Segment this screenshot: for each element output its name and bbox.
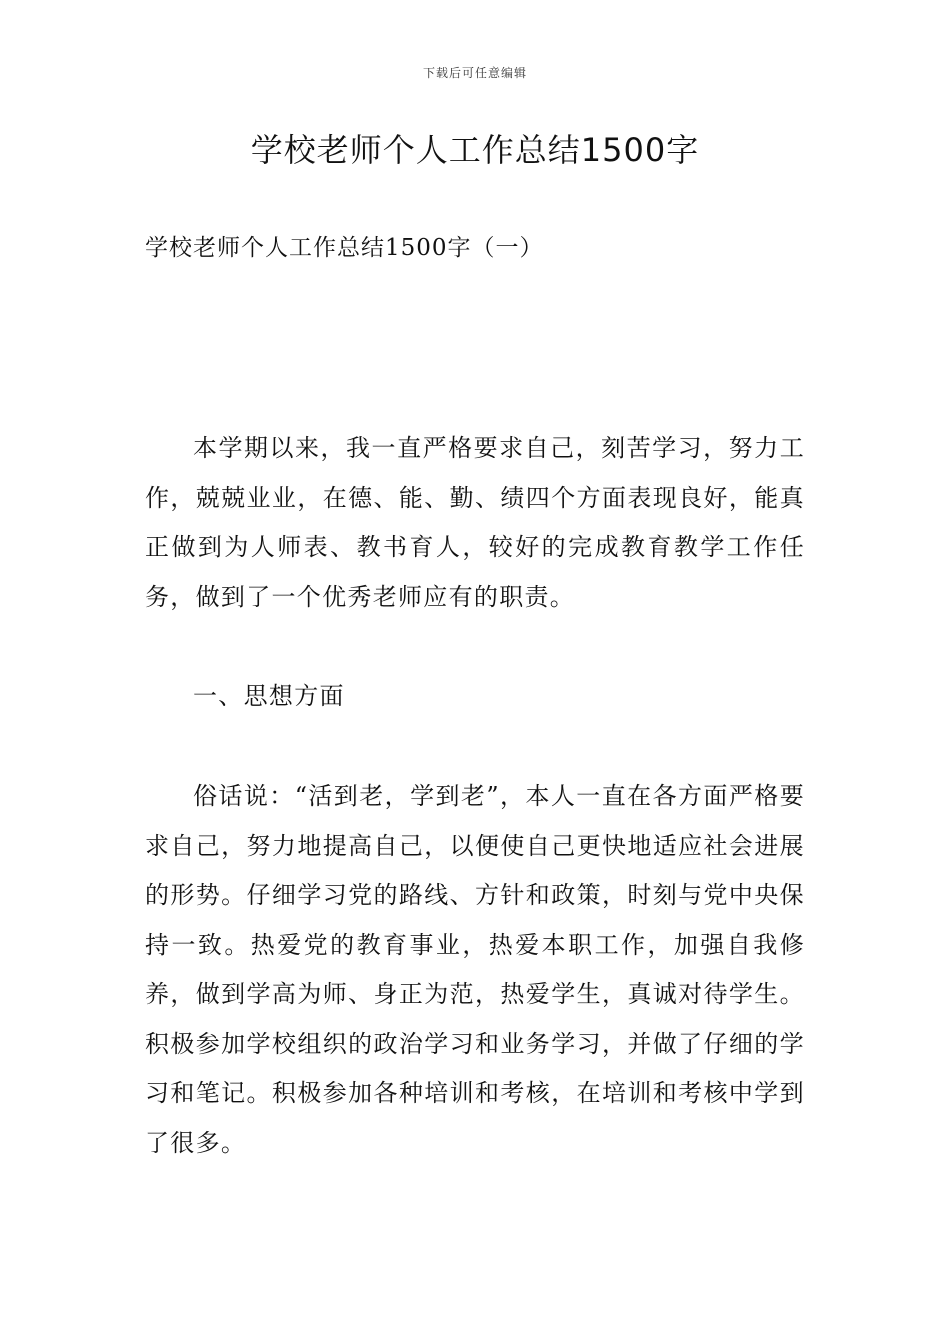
header-note: 下载后可任意编辑: [422, 66, 527, 80]
paragraph-thought: 俗话说：“活到老，学到老”，本人一直在各方面严格要求自己，努力地提高自己，以便使自己更快地适应社会进展的形势。仔细学习党的路线、方针和政策，时刻与党中央保持一致。热爱党的教育事业，热爱本职工作，加强自我修养，做到学高为师、身正为范，热爱学生，真诚对待学生。积极参加学校组织的政治学习和业务学习，并做了仔细的学习和笔记。积极参加各种培训和考核，在培训和考核中学到了很多。: [145, 782, 805, 1157]
section-heading-thought: 一、思想方面: [193, 682, 345, 710]
document-title: 学校老师个人工作总结1500字: [250, 131, 700, 169]
paragraph-intro: 本学期以来，我一直严格要求自己，刻苦学习，努力工作，兢兢业业，在德、能、勤、绩四个方面表现良好，能真正做到为人师表、教书育人，较好的完成教育教学工作任务，做到了一个优秀老师应有的职责。: [145, 434, 805, 611]
document-subtitle: 学校老师个人工作总结1500字（一）: [145, 235, 544, 261]
